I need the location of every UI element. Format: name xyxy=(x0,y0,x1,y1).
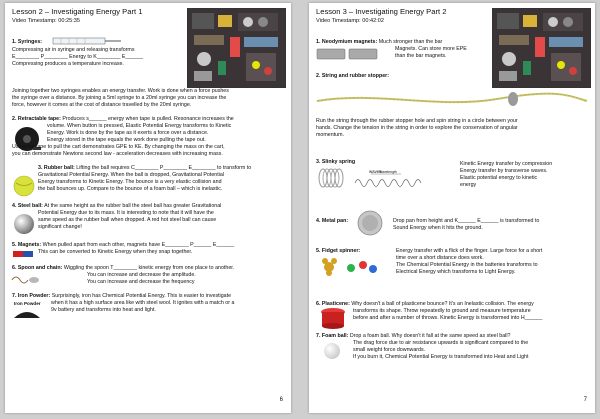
tape-line6: you can demonstrate Newtons second law - acceleration decreases with increasing mass. xyxy=(12,151,223,157)
energy-kit-photo xyxy=(492,8,591,88)
slinky-line2: Energy transfer by transverse waves. xyxy=(460,168,548,174)
slinky-icon xyxy=(317,167,345,189)
slinky-line1: Kinetic Energy transfer by compression xyxy=(460,161,553,167)
magnets-text1: When pulled apart from each other, magnets have E________ P______ E______ xyxy=(42,242,235,248)
iron-line2: when it has a high surface area like with steel wool. It ignites with a match or a xyxy=(51,300,235,306)
magnets-line1 xyxy=(12,242,234,249)
foam-line3: small weight force downwards. xyxy=(353,347,426,353)
spinner-heading: 5. Fidget spinner: xyxy=(316,248,361,254)
foam-line2: The drag force due to air resistance upwards is significant compared to the xyxy=(353,340,529,346)
slinky-heading: 3. Slinky spring xyxy=(316,159,356,165)
plasticene-text1: Why doesn't a ball of plasticene bounce? It's an Inelastic collision. The energy xyxy=(351,301,534,307)
bar-magnet-icon xyxy=(13,250,33,258)
rubber-heading: 3. Rubber ball: xyxy=(38,165,75,171)
neodymium-magnets-icon xyxy=(317,47,387,61)
plasticene-tub-icon xyxy=(319,307,349,331)
foam-line1 xyxy=(316,333,510,340)
spoon-line2: You can increase and decrease the amplitude. xyxy=(87,272,196,278)
energy-kit-illustration xyxy=(188,9,285,87)
video-timestamp: Video Timestamp: 00:42:02 xyxy=(316,18,384,24)
spinner-line3: The Chemical Potential Energy in the batteries transforms to xyxy=(396,262,538,268)
steel-text1: At the same height as the rubber ball the steel ball has greater Gravitational xyxy=(44,203,222,209)
string-stopper-illustration xyxy=(317,85,587,115)
wavelength-label: Wavelength xyxy=(379,170,397,174)
iron-powder-pile-icon xyxy=(14,308,40,318)
tape-line5: Using the tape to pull the cart demonstrates GPE to KE. By changing the mass on the cart, xyxy=(12,144,225,150)
plasticene-heading: 6. Plasticene: xyxy=(316,301,350,307)
fidget-spinner-icon xyxy=(319,256,379,278)
foam-heading: 7. Foam ball: xyxy=(316,333,349,339)
string-heading: 2. String and rubber stopper: xyxy=(316,73,389,79)
magnets-heading: 5. Magnets: xyxy=(12,242,42,248)
string-line3: momentum. xyxy=(316,132,344,138)
neodymium-text1: Much stronger than the bar xyxy=(378,39,443,45)
rubber-ball-icon xyxy=(13,175,35,197)
page-number: 6 xyxy=(279,397,283,403)
plasticene-line3: before and after a number of throws. Kinetic Energy is transformed into H______ xyxy=(353,315,543,321)
rubber-text1: Lifting the ball requires C________ P________ E________ to transform to xyxy=(76,165,252,171)
syringe-illustration xyxy=(53,34,123,48)
neodymium-line1 xyxy=(316,39,442,46)
foam-ball-icon xyxy=(323,342,341,360)
syringes-line1: Compressing air in syringe and releasing transforms xyxy=(12,47,135,53)
plasticene-line2: transforms its shape. Throw repeatedly to ground and measure temperature xyxy=(353,308,531,314)
energy-kit-illustration xyxy=(493,9,590,87)
foam-text1: Drop a foam ball. Why doesn't it fall at the same speed as steel ball? xyxy=(349,333,511,339)
spoon-text1: Wiggling the spoon T________ kinetic energy from one place to another. xyxy=(63,265,235,271)
right-page xyxy=(309,3,595,413)
iron-heading: 7. Iron Powder: xyxy=(12,293,51,299)
page-title: Lesson 2 – Investigating Energy Part 1 xyxy=(12,7,143,16)
tape-heading: 2. Retractable tape: xyxy=(12,116,61,122)
tape-line1 xyxy=(12,116,234,123)
spoon-heading: 6. Spoon and chain: xyxy=(12,265,63,271)
iron-text1: Surprisingly, iron has Chemical Potential Energy. This is easier to investigate xyxy=(51,293,232,299)
iron-line1 xyxy=(12,293,231,300)
pan-heading: 4. Metal pan: xyxy=(316,218,349,224)
syringes-heading: 1. Syringes: xyxy=(12,39,43,45)
neodymium-line2: Magnets. Can store more EPE xyxy=(395,46,467,52)
slinky-line4: energy xyxy=(460,182,477,188)
tape-line3: Energy. Work is done by the tape as it exerts a force over a distance. xyxy=(47,130,209,136)
steel-ball-icon xyxy=(13,213,35,235)
foam-line4: If you burn it, Chemical Potential Energy is transformed into Heat and Light xyxy=(353,354,529,360)
spinner-line4: Electrical Energy which transforms to Light Energy. xyxy=(396,269,516,275)
syringes-section xyxy=(12,39,42,46)
tape-line4: Energy stored in the tape equals the work done pulling the tape out. xyxy=(47,137,206,143)
steel-line4: significant change! xyxy=(38,224,82,230)
energy-kit-photo xyxy=(187,8,286,88)
steel-line1 xyxy=(12,203,221,210)
string-line2: hands. Change the tension in the string in order to explore the conservation of angular xyxy=(316,125,518,131)
slinky-line3: Elastic potential energy to kinetic xyxy=(460,175,538,181)
steel-line3: same speed as the rubber ball when dropped. A red hot steel ball can cause xyxy=(38,217,217,223)
rubber-line2: Gravitational Potential Energy. When the ball is dropped, Gravitational Potential xyxy=(38,172,224,178)
spoon-line3: You can increase and decrease the frequency xyxy=(87,279,195,285)
syringes-para2: the syringe over a distance. By joining a 5ml syringe to a 20ml syringe you can increase the xyxy=(12,95,227,101)
tape-line2: volume. When button is pressed, Elastic Potential Energy transforms to Kinetic xyxy=(47,123,232,129)
metal-pan-icon xyxy=(357,210,387,236)
pan-line1: Drop pan from height and K______ E______ is transformed to xyxy=(393,218,540,224)
rubber-line1 xyxy=(38,165,251,172)
neodymium-heading: 1. Neodymium magnets: xyxy=(316,39,378,45)
left-page xyxy=(5,3,291,413)
waves-label: waves xyxy=(369,169,382,174)
string-line1: Run the string through the rubber stopper hole and spin string in a circle between your xyxy=(316,118,518,124)
syringes-para1: Joining together two syringes enables an energy transfer. Work is done when a force pushes xyxy=(12,88,229,94)
spoon-line1 xyxy=(12,265,234,272)
page-title: Lesson 3 – Investigating Energy Part 2 xyxy=(316,7,447,16)
steel-line2: Potential Energy due to its mass. It is interesting to note that it will have the xyxy=(38,210,214,216)
spoon-chain-icon xyxy=(12,272,40,288)
syringes-para3: force, however it comes at the cost of distance travelled by the 20ml syringe. xyxy=(12,102,192,108)
rubber-line3: Energy transforms to Kinetic Energy. The bounce is a very elastic collision and xyxy=(38,179,222,185)
steel-heading: 4. Steel ball: xyxy=(12,203,43,209)
spinner-line2: time over a short distance does work. xyxy=(396,255,484,261)
syringes-line3: Compressing produces a temperature increase. xyxy=(12,61,124,67)
video-timestamp: Video Timestamp: 00:25:35 xyxy=(12,18,80,24)
rubber-line4: the ball bounces up. Compare to the bounce of a foam ball – which is inelastic. xyxy=(38,186,223,192)
magnets-line2: This can be converted to Kinetic Energy when they snap together. xyxy=(38,249,193,255)
iron-powder-label: Iron Powder xyxy=(14,301,41,306)
pan-line2: Sound Energy when it hits the ground. xyxy=(393,225,483,231)
page-number: 7 xyxy=(583,397,587,403)
iron-line3: 9v battery and transforms into heat and light. xyxy=(51,307,156,313)
tape-text1: Produces s______ energy when tape is pulled. Resonance increases the xyxy=(62,116,234,122)
neodymium-line3: than the bar magnets. xyxy=(395,53,447,59)
syringes-line2: E________ P________ Energy to K________ E______ xyxy=(12,54,144,60)
spinner-line1: Energy transfer with a flick of the finger. Large force for a short xyxy=(396,248,543,254)
